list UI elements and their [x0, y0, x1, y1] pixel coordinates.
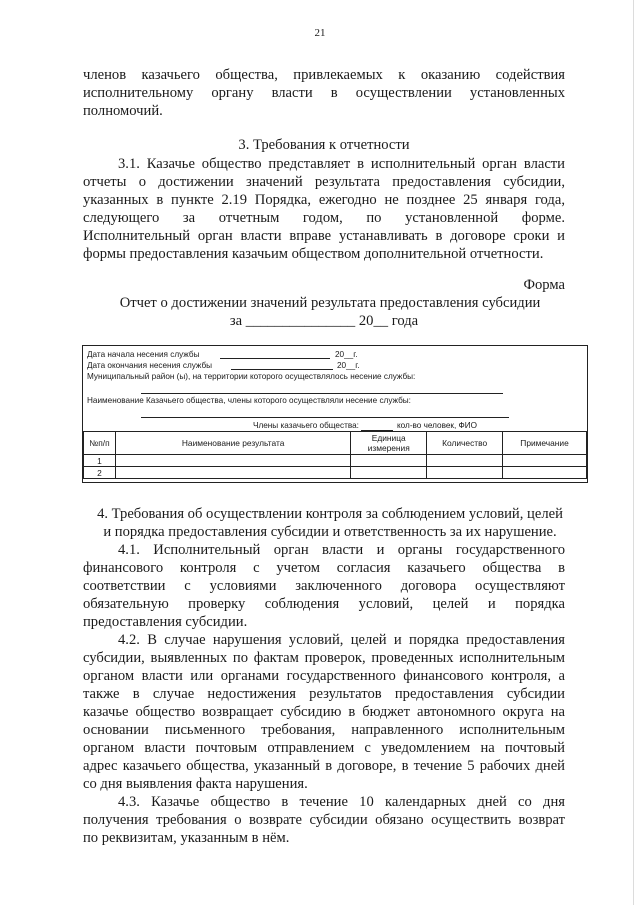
- section3-line: следующего за отчетным годом, по установленной форме.: [83, 210, 565, 226]
- end-date-label: Дата окончания несения службы: [87, 361, 213, 370]
- start-date-field[interactable]: [220, 358, 330, 359]
- start-date-year: 20__г.: [335, 350, 358, 359]
- p41-line: обязательную проверку соблюдения условий, целей и порядка: [83, 596, 565, 612]
- results-table: [83, 431, 587, 479]
- form-period: за _______________ 20__ года: [229, 313, 419, 329]
- members-label: Члены казачьего общества:: [253, 421, 359, 430]
- p42-line: органом власти или органами государственного финансового контроля, а: [83, 668, 565, 684]
- table-header-row: [84, 432, 587, 455]
- section4-heading: и порядка предоставления субсидии и ответственность за их нарушение.: [103, 524, 557, 540]
- report-form: [82, 345, 588, 483]
- district-field[interactable]: [141, 393, 503, 394]
- p42-line: органом власти почтовым отправлением с уведомлением на почтовый: [83, 740, 565, 756]
- p41-line: соответствии с условиями заключенного договора осуществляют: [83, 578, 565, 594]
- p42-line: также в случае недостижения результатов предоставления субсидии: [83, 686, 565, 702]
- p42-line: адрес казачьего общества, указанный в договоре, в течение 5 рабочих дней: [83, 758, 565, 774]
- society-field[interactable]: [141, 417, 509, 418]
- section3-line: формы предоставления казачьим обществом дополнительной отчетности.: [83, 246, 544, 262]
- table-cell: 1: [84, 455, 116, 467]
- p41-line: предоставления субсидии.: [83, 614, 248, 630]
- members-value: кол-во человек, ФИО: [397, 421, 478, 430]
- table-cell[interactable]: [351, 467, 427, 479]
- section4-heading: 4. Требования об осуществлении контроля за соблюдением условий, целей: [97, 506, 563, 522]
- table-header: Примечание: [503, 432, 587, 455]
- table-header: №п/п: [84, 432, 116, 455]
- table-row: [84, 455, 587, 467]
- section3-line: Исполнительный орган власти вправе устанавливать в договоре сроки и: [83, 228, 565, 244]
- top-paragraph-line: полномочий.: [83, 103, 163, 119]
- p41-line: финансового контроля с учетом согласия казачьего общества в: [83, 560, 565, 576]
- section3-line: 3.1. Казачье общество представляет в исполнительный орган власти: [118, 156, 565, 172]
- scan-edge: [633, 0, 634, 905]
- form-label: Форма: [523, 277, 565, 293]
- p43-line: 4.3. Казачье общество в течение 10 календарных дней со дня: [118, 794, 565, 810]
- table-cell[interactable]: [427, 467, 503, 479]
- table-cell[interactable]: [351, 455, 427, 467]
- table-cell[interactable]: [115, 467, 350, 479]
- table-header: Единица измерения: [351, 432, 427, 455]
- section3-heading: 3. Требования к отчетности: [238, 137, 410, 153]
- start-date-label: Дата начала несения службы: [87, 350, 200, 359]
- p42-line: казачье общество возвращает субсидию в бюджет автономного округа на: [83, 704, 565, 720]
- table-cell[interactable]: [503, 467, 587, 479]
- p43-line: получения требования о возврате субсидии обязано осуществить возврат: [83, 812, 565, 828]
- table-header: Количество: [427, 432, 503, 455]
- page-number: 21: [314, 27, 326, 39]
- table-row: [84, 467, 587, 479]
- p41-line: 4.1. Исполнительный орган власти и органы государственного: [118, 542, 565, 558]
- top-paragraph-line: членов казачьего общества, привлекаемых к оказанию содействия: [83, 67, 565, 83]
- table-cell[interactable]: [503, 455, 587, 467]
- table-cell: 2: [84, 467, 116, 479]
- top-paragraph-line: исполнительному органу власти в осуществлении установленных: [83, 85, 565, 101]
- p42-line: со дня выявления факта нарушения.: [83, 776, 308, 792]
- section3-line: отчеты о достижении значений результата предоставления субсидии,: [83, 174, 565, 190]
- district-label: Муниципальный район (ы), на территории которого осуществлялось несение службы:: [87, 372, 416, 381]
- section3-line: указанных в пункте 2.19 Порядка, ежегодно не позднее 25 января года,: [83, 192, 565, 208]
- p42-line: 4.2. В случае нарушения условий, целей и порядка предоставления: [118, 632, 565, 648]
- p42-line: основании письменного требования, направленного исполнительным: [83, 722, 565, 738]
- end-date-field[interactable]: [231, 369, 333, 370]
- p42-line: субсидии, выявленных по фактам проверок, проведенных исполнительным: [83, 650, 565, 666]
- table-header: Наименование результата: [115, 432, 350, 455]
- table-cell[interactable]: [427, 455, 503, 467]
- end-date-year: 20__г.: [337, 361, 360, 370]
- p43-line: по реквизитам, указанным в нём.: [83, 830, 290, 846]
- form-title: Отчет о достижении значений результата предоставления субсидии: [119, 295, 541, 311]
- society-label: Наименование Казачьего общества, члены которого осуществляли несение службы:: [87, 396, 411, 405]
- table-cell[interactable]: [115, 455, 350, 467]
